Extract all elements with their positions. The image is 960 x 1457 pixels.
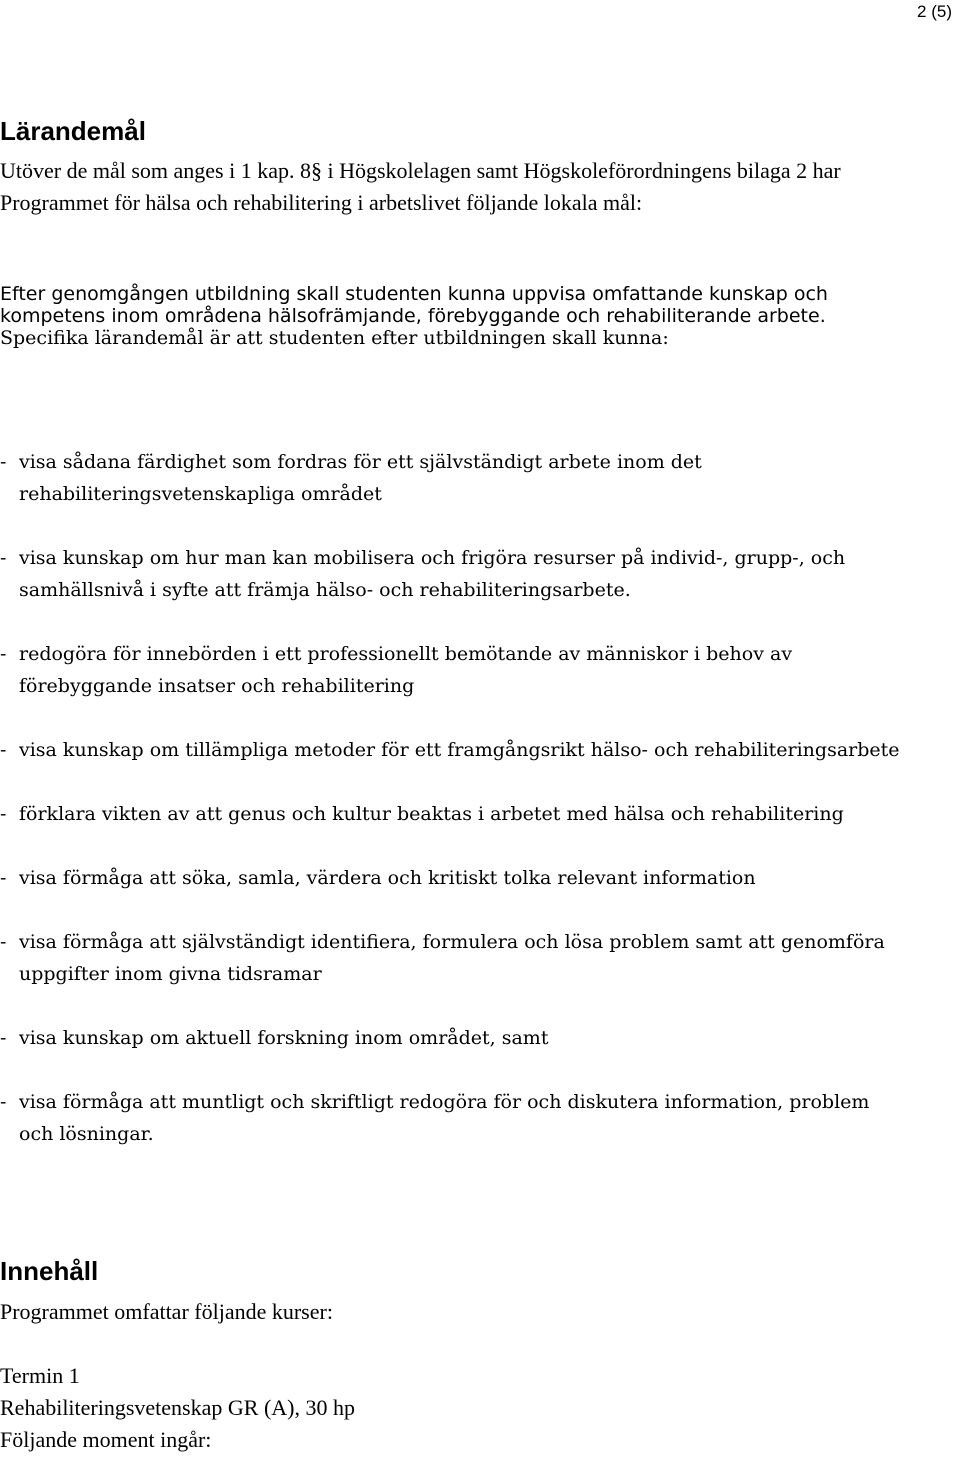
learning-goal-text: visa förmåga att muntligt och skriftligt redogöra för och diskutera information, problem och lösningar.	[19, 1091, 870, 1145]
learning-goals-heading: Lärandemål	[0, 116, 146, 146]
learning-goal-text: förklara vikten av att genus och kultur beaktas i arbetet med hälsa och rehabilitering	[19, 803, 844, 825]
learning-goal-item	[0, 798, 900, 830]
learning-goal-text: visa kunskap om aktuell forskning inom området, samt	[19, 1027, 549, 1049]
learning-goals-list	[0, 446, 900, 1182]
specific-goals-intro: Specifika lärandemål är att studenten efter utbildningen skall kunna:	[0, 327, 669, 349]
learning-goals-intro: Utöver de mål som anges i 1 kap. 8§ i Högskolelagen samt Högskoleförordningens bilaga 2 har Programmet för hälsa och rehabilitering i arbetslivet följande lokala mål:	[0, 158, 841, 215]
content-heading: Innehåll	[0, 1256, 99, 1286]
learning-goal-text: visa sådana färdighet som fordras för ett självständigt arbete inom det rehabiliteringsvetenskapliga området	[19, 451, 702, 505]
learning-goal-text: visa förmåga att självständigt identifiera, formulera och lösa problem samt att genomföra uppgifter inom givna tidsramar	[19, 931, 885, 985]
list-dash: -	[0, 643, 7, 665]
learning-goal-item	[0, 926, 900, 990]
learning-goal-text: visa kunskap om tillämpliga metoder för ett framgångsrikt hälso- och rehabiliteringsarbete	[19, 739, 900, 761]
course-title: Rehabiliteringsvetenskap GR (A), 30 hp	[0, 1395, 355, 1420]
general-goal-paragraph	[0, 283, 880, 349]
learning-goal-item	[0, 1022, 900, 1054]
term-label: Termin 1	[0, 1363, 80, 1388]
learning-goal-item	[0, 542, 900, 606]
list-dash: -	[0, 803, 7, 825]
list-dash: -	[0, 451, 7, 473]
general-goal-text: Efter genomgången utbildning skall studenten kunna uppvisa omfattande kunskap och kompetens inom områdena hälsofrämjande, förebyggande och rehabiliterande arbete.	[0, 283, 828, 327]
list-dash: -	[0, 1091, 7, 1113]
learning-goal-item	[0, 734, 900, 766]
learning-goal-item	[0, 862, 900, 894]
page-number: 2 (5)	[917, 2, 952, 21]
list-dash: -	[0, 547, 7, 569]
list-dash: -	[0, 1027, 7, 1049]
list-dash: -	[0, 931, 7, 953]
learning-goal-text: visa kunskap om hur man kan mobilisera och frigöra resurser på individ-, grupp-, och samhällsnivå i syfte att främja hälso- och rehabiliteringsarbete.	[19, 547, 846, 601]
learning-goal-text: redogöra för innebörden i ett professionellt bemötande av människor i behov av förebyggande insatser och rehabilitering	[19, 643, 793, 697]
list-dash: -	[0, 739, 7, 761]
moments-intro: Följande moment ingår:	[0, 1427, 212, 1452]
learning-goal-item	[0, 1086, 900, 1150]
list-dash: -	[0, 867, 7, 889]
learning-goal-text: visa förmåga att söka, samla, värdera och kritiskt tolka relevant information	[19, 867, 756, 889]
learning-goal-item	[0, 446, 900, 510]
learning-goal-item	[0, 638, 900, 702]
content-intro: Programmet omfattar följande kurser:	[0, 1299, 333, 1324]
